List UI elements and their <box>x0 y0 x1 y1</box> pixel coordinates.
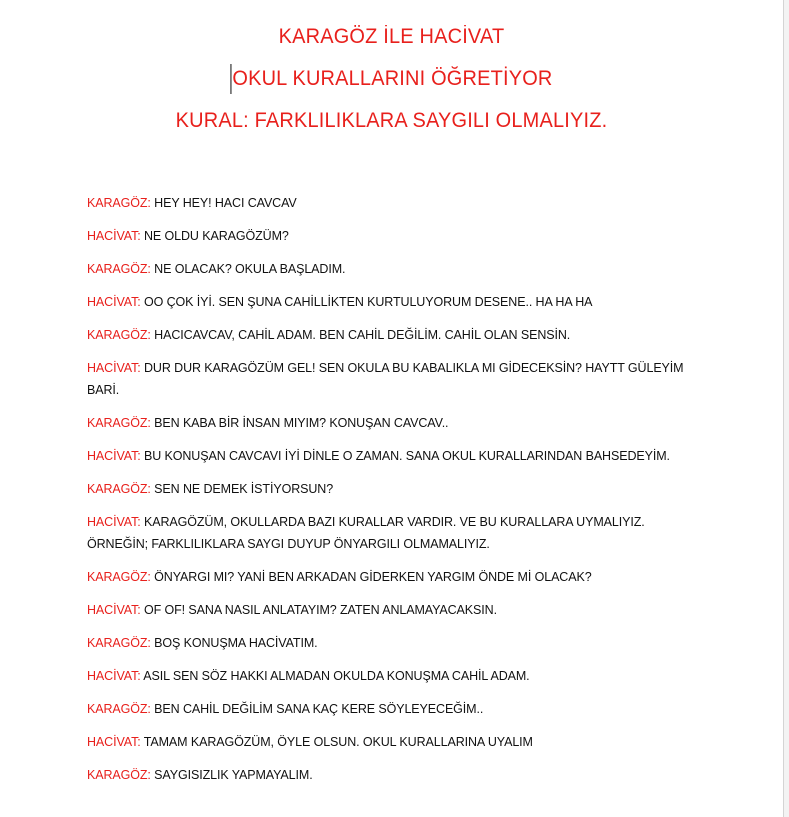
dialogue-line <box>87 445 707 467</box>
speaker-label: HACİVAT: <box>87 515 141 529</box>
dialogue-text: NE OLDU KARAGÖZÜM? <box>143 229 289 243</box>
document-subtitle <box>20 64 764 94</box>
dialogue-line <box>87 764 707 786</box>
title-block <box>0 22 783 148</box>
speaker-label: HACİVAT: <box>87 229 141 243</box>
speaker-label: KARAGÖZ: <box>87 416 151 430</box>
speaker-label: KARAGÖZ: <box>87 262 151 276</box>
speaker-label: KARAGÖZ: <box>87 702 151 716</box>
document-subtitle-text: OKUL KURALLARINI ÖĞRETİYOR <box>232 67 553 90</box>
dialogue-line <box>87 324 707 346</box>
dialogue-text: HEY HEY! HACI CAVCAV <box>154 196 297 210</box>
speaker-label: HACİVAT: <box>87 735 141 749</box>
dialogue-text: BEN KABA BİR İNSAN MIYIM? KONUŞAN CAVCAV.. <box>154 416 449 430</box>
document-rule-heading: KURAL: FARKLILIKLARA SAYGILI OLMALIYIZ. <box>175 109 608 132</box>
dialogue-text: OO ÇOK İYİ. SEN ŞUNA CAHİLLİKTEN KURTULUYORUM DESENE.. HA HA HA <box>143 295 593 309</box>
dialogue-line <box>87 357 707 401</box>
dialogue-line <box>87 192 707 214</box>
dialogue-text: HACICAVCAV, CAHİL ADAM. BEN CAHİL DEĞİLİM. CAHİL OLAN SENSİN. <box>154 328 571 342</box>
dialogue-line <box>87 511 707 555</box>
speaker-label: HACİVAT: <box>87 669 141 683</box>
dialogue-text: ASIL SEN SÖZ HAKKI ALMADAN OKULDA KONUŞMA CAHİL ADAM. <box>143 669 530 683</box>
dialogue-line <box>87 731 707 753</box>
speaker-label: HACİVAT: <box>87 449 141 463</box>
dialogue-line <box>87 291 707 313</box>
dialogue-text: SEN NE DEMEK İSTİYORSUN? <box>154 482 334 496</box>
dialogue-text: SAYGISIZLIK YAPMAYALIM. <box>154 768 313 782</box>
speaker-label: HACİVAT: <box>87 295 141 309</box>
document-title: KARAGÖZ İLE HACİVAT <box>278 25 505 48</box>
dialogue-text: NE OLACAK? OKULA BAŞLADIM. <box>154 262 346 276</box>
speaker-label: HACİVAT: <box>87 603 141 617</box>
speaker-label: KARAGÖZ: <box>87 636 151 650</box>
dialogue-text: KARAGÖZÜM, OKULLARDA BAZI KURALLAR VARDIR. VE BU KURALLARA UYMALIYIZ. ÖRNEĞİN; FARKLILIKLARA SAYGI DUYUP ÖNYARGILI OLMAMALIYIZ. <box>87 515 645 551</box>
page-gutter <box>784 0 789 817</box>
dialogue-line <box>87 665 707 687</box>
dialogue-text: BEN CAHİL DEĞİLİM SANA KAÇ KERE SÖYLEYECEĞİM.. <box>154 702 484 716</box>
speaker-label: HACİVAT: <box>87 361 141 375</box>
speaker-label: KARAGÖZ: <box>87 328 151 342</box>
speaker-label: KARAGÖZ: <box>87 768 151 782</box>
dialogue-line <box>87 258 707 280</box>
speaker-label: KARAGÖZ: <box>87 196 151 210</box>
dialogue-line <box>87 225 707 247</box>
dialogue-line <box>87 599 707 621</box>
dialogue-line <box>87 478 707 500</box>
dialogue-text: BU KONUŞAN CAVCAVI İYİ DİNLE O ZAMAN. SANA OKUL KURALLARINDAN BAHSEDEYİM. <box>143 449 670 463</box>
dialogue-text: BOŞ KONUŞMA HACİVATIM. <box>154 636 318 650</box>
dialogue-list <box>87 192 707 786</box>
dialogue-line <box>87 632 707 654</box>
speaker-label: KARAGÖZ: <box>87 570 151 584</box>
text-cursor <box>230 64 231 94</box>
speaker-label: KARAGÖZ: <box>87 482 151 496</box>
dialogue-line <box>87 566 707 588</box>
dialogue-line <box>87 412 707 434</box>
dialogue-text: TAMAM KARAGÖZÜM, ÖYLE OLSUN. OKUL KURALLARINA UYALIM <box>143 735 533 749</box>
dialogue-line <box>87 698 707 720</box>
dialogue-text: ÖNYARGI MI? YANİ BEN ARKADAN GİDERKEN YARGIM ÖNDE Mİ OLACAK? <box>154 570 592 584</box>
dialogue-text: OF OF! SANA NASIL ANLATAYIM? ZATEN ANLAMAYACAKSIN. <box>143 603 497 617</box>
dialogue-text: DUR DUR KARAGÖZÜM GEL! SEN OKULA BU KABALIKLA MI GİDECEKSİN? HAYTT GÜLEYİM BARİ. <box>87 361 684 397</box>
